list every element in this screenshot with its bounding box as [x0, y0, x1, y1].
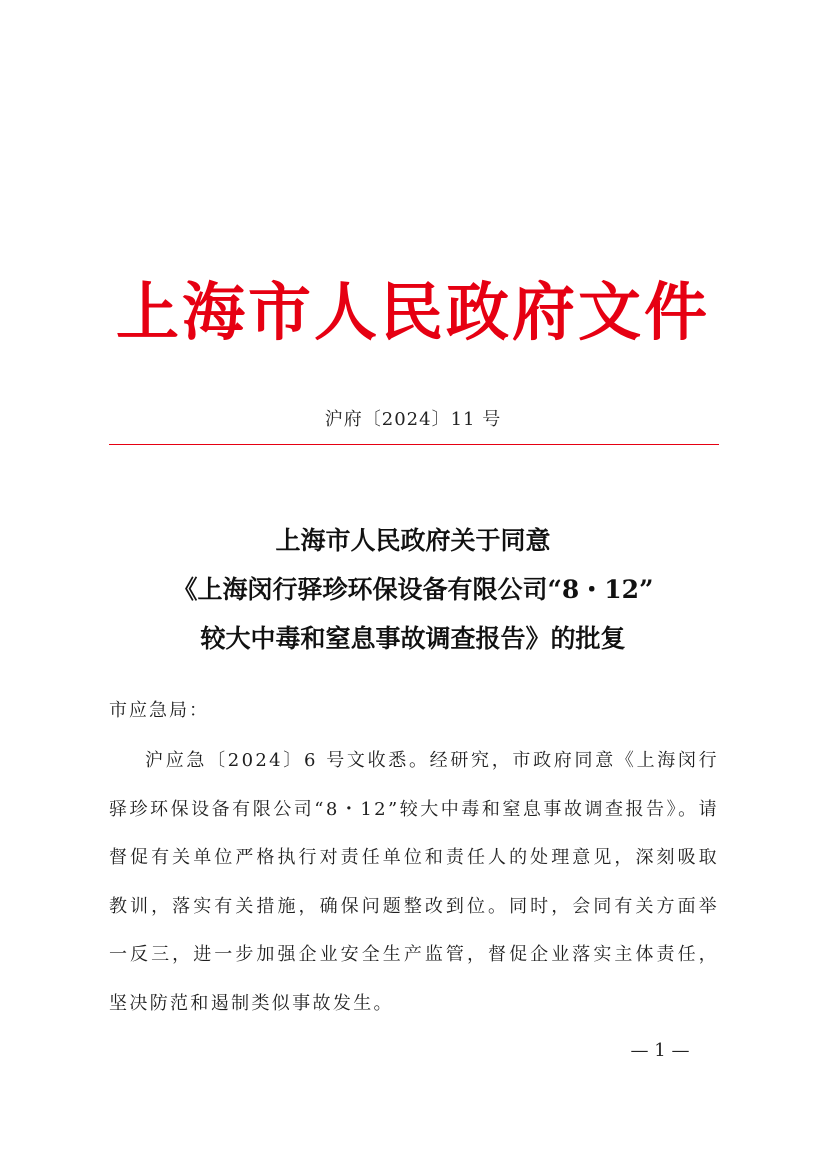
document-masthead: 上海市人民政府文件 [116, 275, 710, 349]
title-line-2: 《上海闵行驿珍环保设备有限公司“8・12” [172, 575, 654, 604]
recipient-line: 市应急局： [109, 700, 209, 721]
title-line-3: 较大中毒和窒息事故调查报告》的批复 [200, 624, 626, 653]
title-line-1: 上海市人民政府关于同意 [275, 526, 551, 555]
red-divider-line [109, 444, 719, 445]
document-title [80, 516, 746, 663]
body-paragraph: 沪应急〔2024〕6 号文收悉。经研究，市政府同意《上海闵行驿珍环保设备有限公司“8・12”较大中毒和窒息事故调查报告》。请督促有关单位严格执行对责任单位和责任人的处理意见，深刻吸取教训，落实有关措施，确保问题整改到位。同时，会同有关方面举一反三，进一步加强企业安全生产监管，督促企业落实主体责任，坚决防范和遏制类似事故发生。 [109, 750, 719, 1014]
page-number: — 1 — [630, 1040, 690, 1061]
document-body [109, 693, 719, 1028]
document-number: 沪府〔2024〕11 号 [324, 409, 502, 430]
